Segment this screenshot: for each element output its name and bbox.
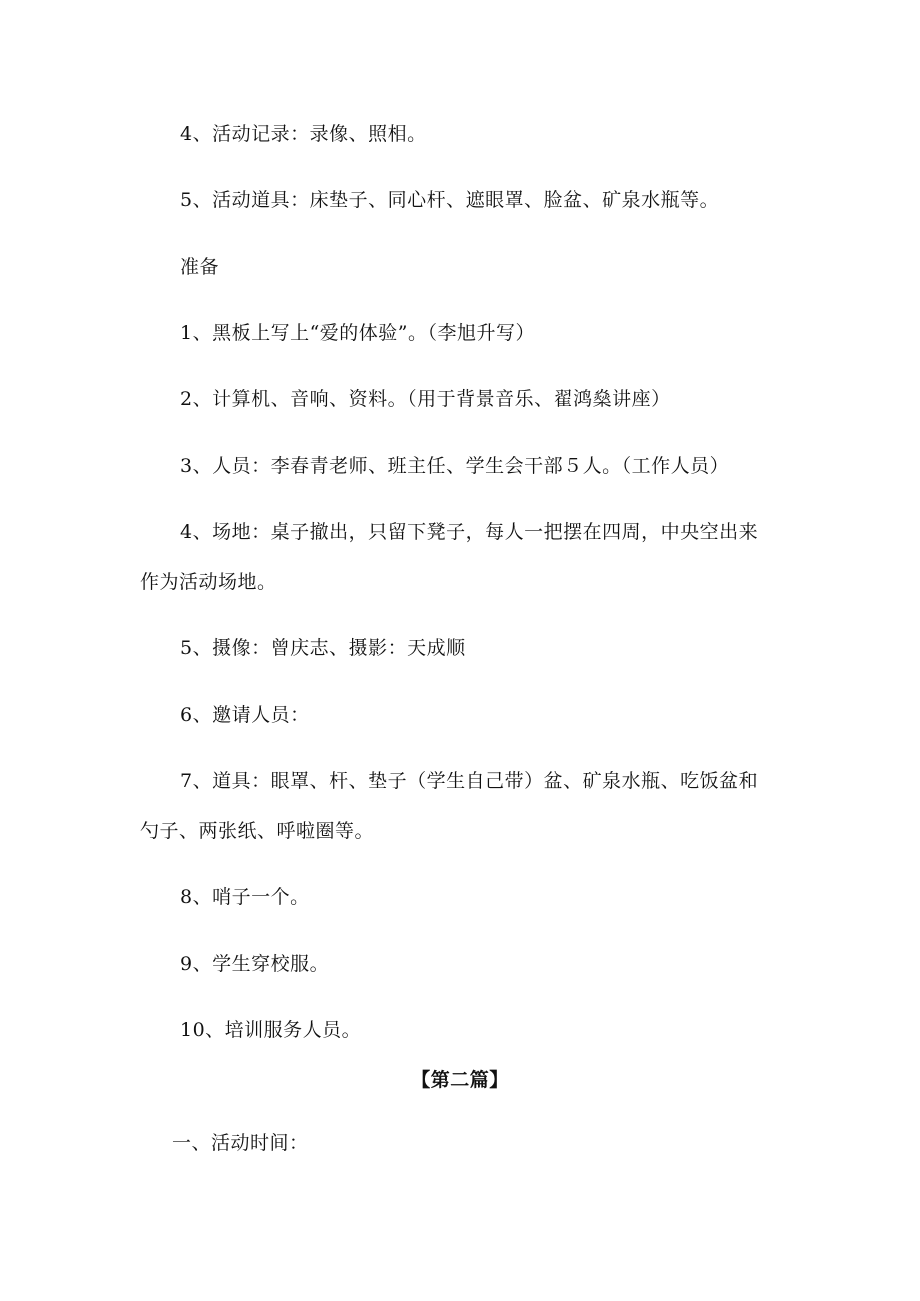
venue-line-continued: 作为活动场地。 xyxy=(140,571,277,593)
venue-line: 4、场地：桌子撤出，只留下凳子，每人一把摆在四周，中央空出来 xyxy=(180,521,759,543)
blackboard-line: 1、黑板上写上“爱的体验”。（李旭升写） xyxy=(180,322,536,344)
activity-record-line: 4、活动记录：录像、照相。 xyxy=(180,123,427,145)
invited-line: 6、邀请人员： xyxy=(180,704,310,726)
preparation-heading: 准备 xyxy=(180,256,220,278)
staff-line: 3、人员：李春青老师、班主任、学生会干部５人。（工作人员） xyxy=(180,455,730,477)
activity-props-line: 5、活动道具：床垫子、同心杆、遮眼罩、脸盆、矿泉水瓶等。 xyxy=(180,189,720,211)
uniform-line: 9、学生穿校服。 xyxy=(180,953,330,975)
props-line-continued: 勺子、两张纸、呼啦圈等。 xyxy=(140,820,375,842)
activity-time-line: 一、活动时间： xyxy=(172,1132,309,1154)
section-heading: 【第二篇】 xyxy=(411,1069,509,1091)
service-staff-line: 10、培训服务人员。 xyxy=(180,1019,362,1041)
camera-line: 5、摄像：曾庆志、摄影：天成顺 xyxy=(180,637,466,659)
whistle-line: 8、哨子一个。 xyxy=(180,886,310,908)
equipment-line: 2、计算机、音响、资料。（用于背景音乐、翟鸿燊讲座） xyxy=(180,388,671,410)
props-line: 7、道具：眼罩、杆、垫子（学生自己带）盆、矿泉水瓶、吃饭盆和 xyxy=(180,770,759,792)
